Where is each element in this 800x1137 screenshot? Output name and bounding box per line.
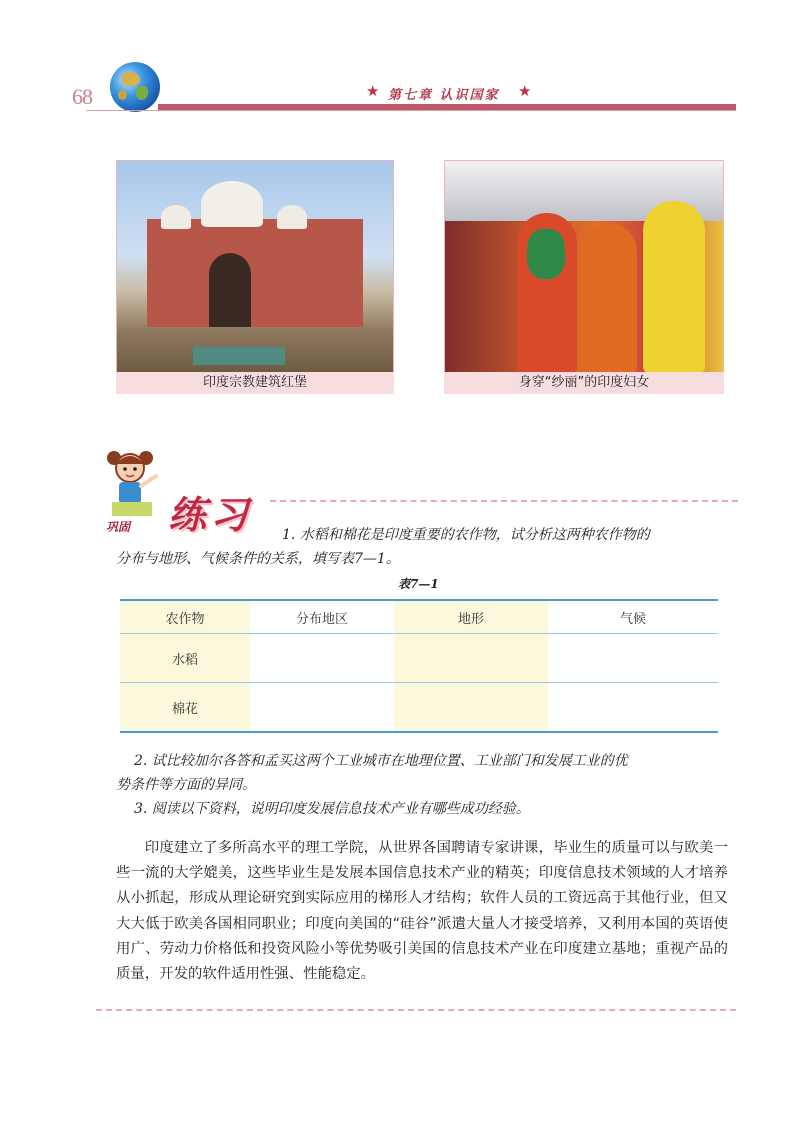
question-2-cont: 势条件等方面的异同。 [116,777,256,793]
table-header: 地形 [394,600,548,634]
girl-mascot-icon [104,446,164,522]
table-header: 气候 [619,611,646,627]
star-icon: ★ [366,82,380,100]
globe-icon [110,62,160,112]
table-title: 表7—1 [398,577,439,591]
question-1-cont: 分布与地形、气候条件的关系，填写表7—1。 [116,551,400,567]
chapter-title: 第七章 认识国家 [388,88,500,103]
dashed-divider [96,1009,736,1011]
star-icon: ★ [518,82,532,100]
table-header: 农作物 [120,600,250,634]
sari-women-photo [444,160,724,374]
table-cell: 水稻 [120,634,250,683]
exercise-heading: 练习 [168,492,253,537]
header-rule [86,110,736,111]
table-cell[interactable] [548,634,718,683]
table-cell[interactable] [394,634,548,683]
page-number: 68 [72,84,92,109]
table-cell[interactable] [250,634,394,683]
question-3: 3. 阅读以下资料，说明印度发展信息技术产业有哪些成功经验。 [134,801,530,817]
exercise-label-small: 巩固 [106,520,131,534]
table-cell[interactable] [394,683,548,733]
red-fort-photo [116,160,394,374]
question-2: 2. 试比较加尔各答和孟买这两个工业城市在地理位置、工业部门和发展工业的优 [134,753,628,769]
photo-caption: 身穿“纱丽”的印度妇女 [444,372,724,394]
crop-table [120,599,718,733]
dashed-divider [270,500,738,502]
photo-caption: 印度宗教建筑红堡 [116,372,394,394]
reading-paragraph: 印度建立了多所高水平的理工学院，从世界各国聘请专家讲课，毕业生的质量可以与欧美一些一流的大学媲美，这些毕业生是发展本国信息技术产业的精英；印度信息技术领域的人才培养从小抓起，形成从理论研究到实际应用的梯形人才结构；软件人员的工资远高于其他行业，但又大大低于欧美各国相同职业；印度向美国的“硅谷”派遣大量人才接受培养，又利用本国的英语使用广、劳动力价格低和投资风险小等优势吸引美国的信息技术产业在印度建立基地；重视产品的质量，开发的软件适用性强、性能稳定。 [116,840,728,983]
question-1: 1. 水稻和棉花是印度重要的农作物，试分析这两种农作物的 [282,527,650,543]
table-cell[interactable] [548,683,718,733]
table-cell[interactable] [250,683,394,733]
table-cell: 棉花 [120,683,250,733]
table-header: 分布地区 [295,611,348,627]
